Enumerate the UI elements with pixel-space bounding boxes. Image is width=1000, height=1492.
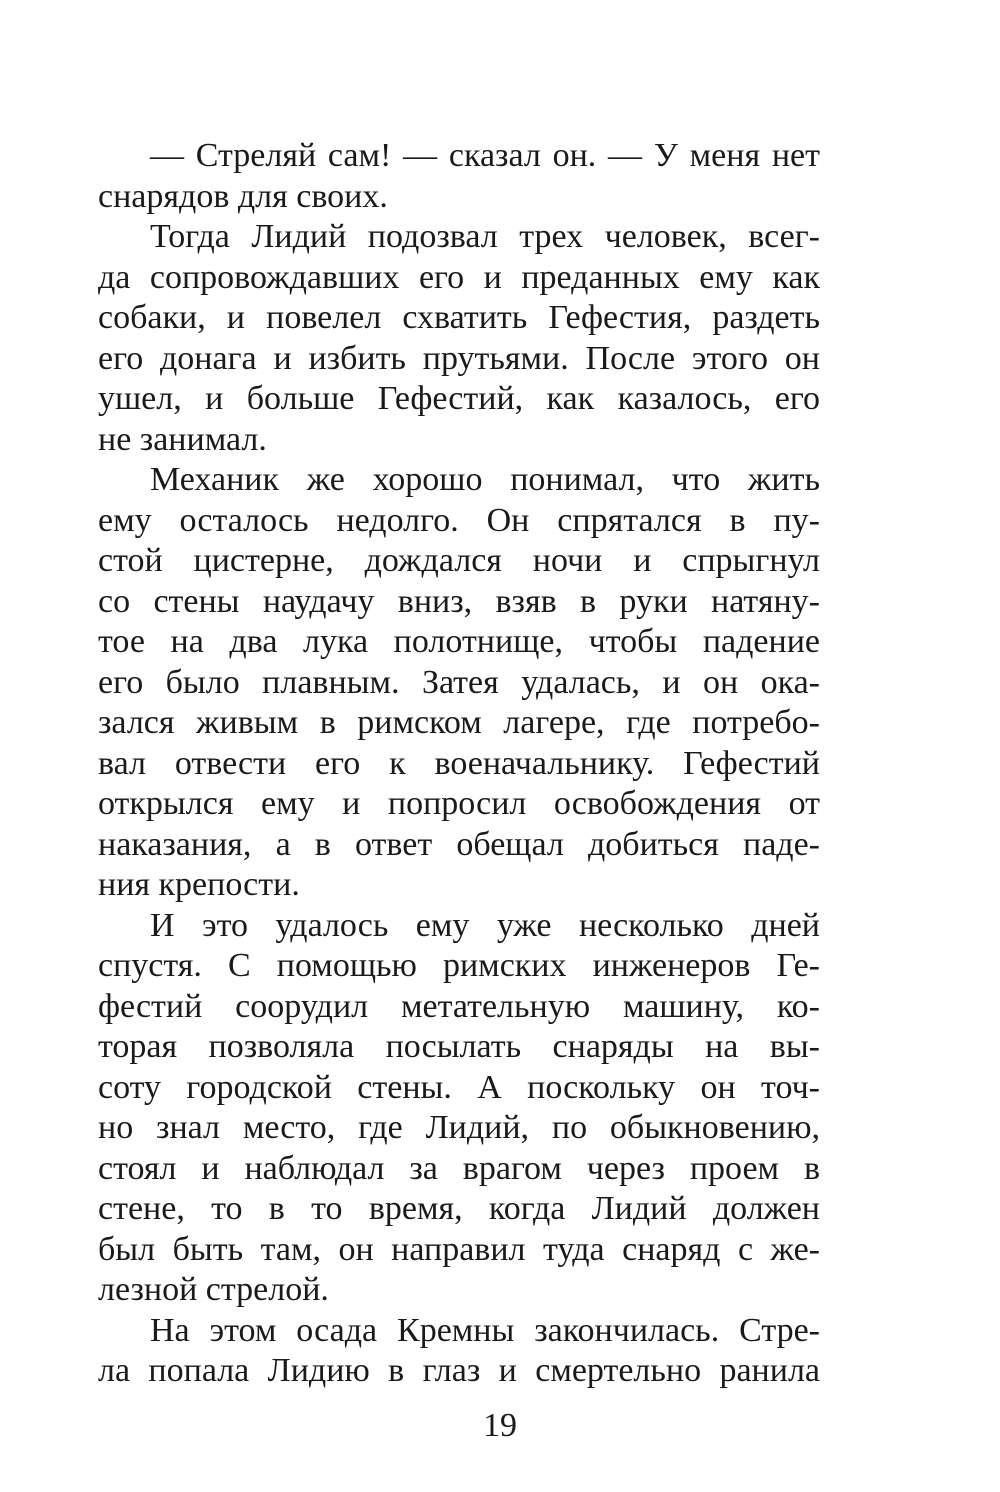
text-line: его было плавным. Затея удалась, и он ока- bbox=[98, 663, 820, 701]
text-line: открылся ему и попросил освобождения от bbox=[98, 785, 820, 822]
text-line: собаки, и повелел схватить Гефестия, раздеть bbox=[98, 299, 820, 336]
text-line: торая позволяла посылать снаряды на вы- bbox=[98, 1028, 820, 1065]
text-line: Тогда Лидий подозвал трех человек, всег- bbox=[150, 218, 820, 255]
text-line: со стены наудачу вниз, взяв в руки натяну- bbox=[98, 582, 820, 620]
text-line: был быть там, он направил туда снаряд с же- bbox=[98, 1230, 820, 1268]
text-line: ла попала Лидию в глаз и смертельно ранила bbox=[98, 1352, 820, 1389]
text-line: ния крепости. bbox=[98, 866, 300, 903]
text-line: да сопровождавших его и преданных ему как bbox=[98, 258, 820, 296]
page-number: 19 bbox=[483, 1407, 517, 1444]
text-line: стене, то в то время, когда Лидий должен bbox=[98, 1190, 820, 1227]
text-line: зался живым в римском лагере, где потребо- bbox=[98, 704, 820, 741]
text-line: Механик же хорошо понимал, что жить bbox=[150, 461, 820, 498]
text-line: фестий соорудил метательную машину, ко- bbox=[98, 987, 820, 1025]
body-text bbox=[98, 136, 820, 1392]
text-line: вал отвести его к военачальнику. Гефестий bbox=[98, 744, 820, 782]
text-line: снарядов для своих. bbox=[98, 177, 388, 215]
text-line: но знал место, где Лидий, по обыкновению, bbox=[98, 1109, 820, 1146]
text-line: тое на два лука полотнище, чтобы падение bbox=[98, 623, 820, 660]
text-line: не занимал. bbox=[98, 420, 267, 458]
text-line: его донага и избить прутьями. После этого он bbox=[98, 339, 820, 377]
text-line: лезной стрелой. bbox=[98, 1271, 329, 1308]
text-line: соту городской стены. А поскольку он точ- bbox=[98, 1068, 820, 1106]
text-line: ушел, и больше Гефестий, как казалось, его bbox=[98, 380, 820, 417]
text-line: стой цистерне, дождался ночи и спрыгнул bbox=[98, 542, 820, 579]
text-line: И это удалось ему уже несколько дней bbox=[150, 906, 820, 944]
text-line: стоял и наблюдал за врагом через проем в bbox=[98, 1149, 820, 1187]
text-line: На этом осада Кремны закончилась. Стре- bbox=[150, 1311, 820, 1349]
text-line: — Стреляй сам! — сказал он. — У меня нет bbox=[150, 137, 820, 174]
text-line: ему осталось недолго. Он спрятался в пу- bbox=[98, 501, 820, 539]
text-line: спустя. С помощью римских инженеров Ге- bbox=[98, 947, 820, 984]
text-line: наказания, а в ответ обещал добиться паде- bbox=[98, 825, 820, 863]
